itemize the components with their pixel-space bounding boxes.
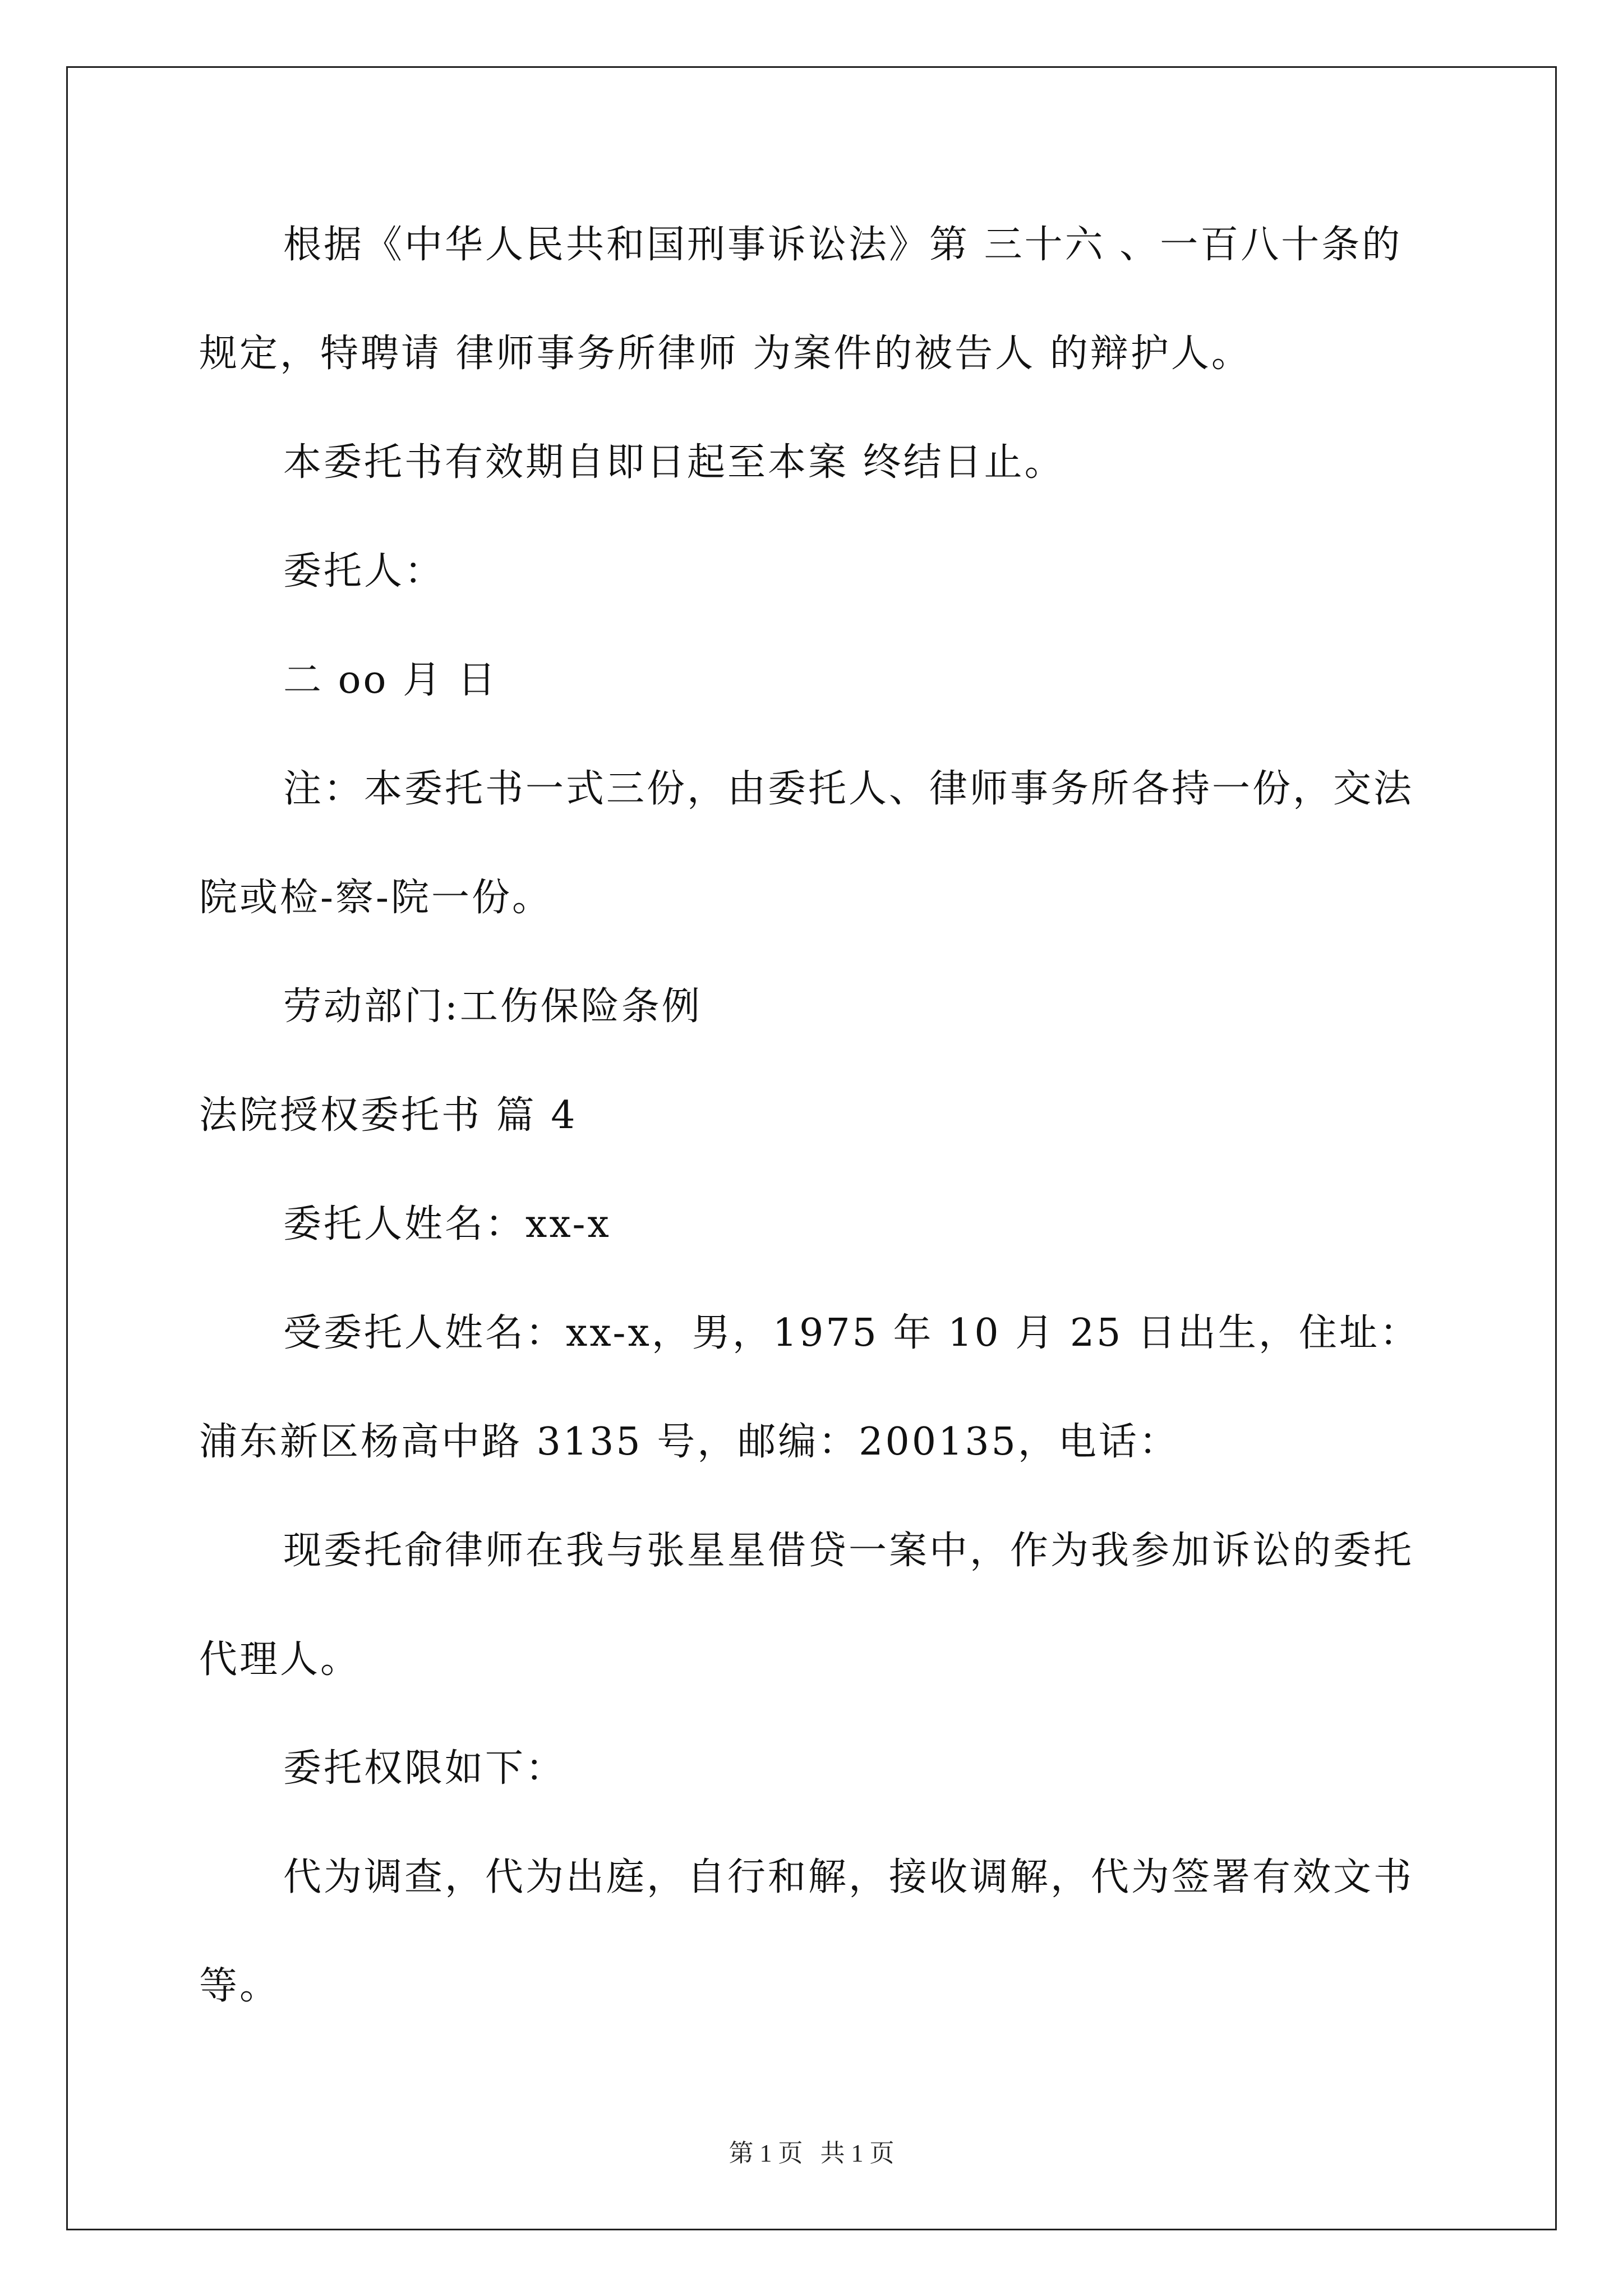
section-heading: 法院授权委托书 篇 4 (199, 1093, 578, 1138)
paragraph-authority-scope: 代为调查，代为出庭，自行和解，接收调解，代为签署有效文书等。 (199, 1855, 1414, 2008)
paragraph-principal: 委托人： (283, 549, 445, 593)
paragraph-labor-dept: 劳动部门:工伤保险条例 (283, 984, 702, 1029)
paragraph-note: 注：本委托书一式三份，由委托人、律师事务所各持一份，交法院或检-察-院一份。 (199, 767, 1414, 920)
paragraph-principal-name: 委托人姓名：xx-x (283, 1202, 611, 1246)
paragraph-date: 二 oo 月 日 (283, 658, 498, 702)
page-number: 第 1 页 (728, 2139, 803, 2167)
paragraph-authority-heading: 委托权限如下： (283, 1746, 566, 1791)
paragraph-validity: 本委托书有效期自即日起至本案 终结日止。 (283, 440, 1065, 485)
paragraph-entrustment: 现委托俞律师在我与张星星借贷一案中，作为我参加诉讼的委托代理人。 (199, 1529, 1414, 1682)
page-footer (0, 2133, 1623, 2169)
paragraph-agent-info: 受委托人姓名：xx-x，男，1975 年 10 月 25 日出生，住址：浦东新区杨高中路 3135 号，邮编：200135，电话： (199, 1311, 1421, 1464)
page-total: 共 1 页 (820, 2139, 895, 2167)
paragraph-appointment: 根据《中华人民共和国刑事诉讼法》第 三十六 、一百八十条的规定，特聘请 律师事务所律师 为案件的被告人 的辩护人。 (199, 223, 1403, 376)
document-body (199, 191, 1438, 2041)
